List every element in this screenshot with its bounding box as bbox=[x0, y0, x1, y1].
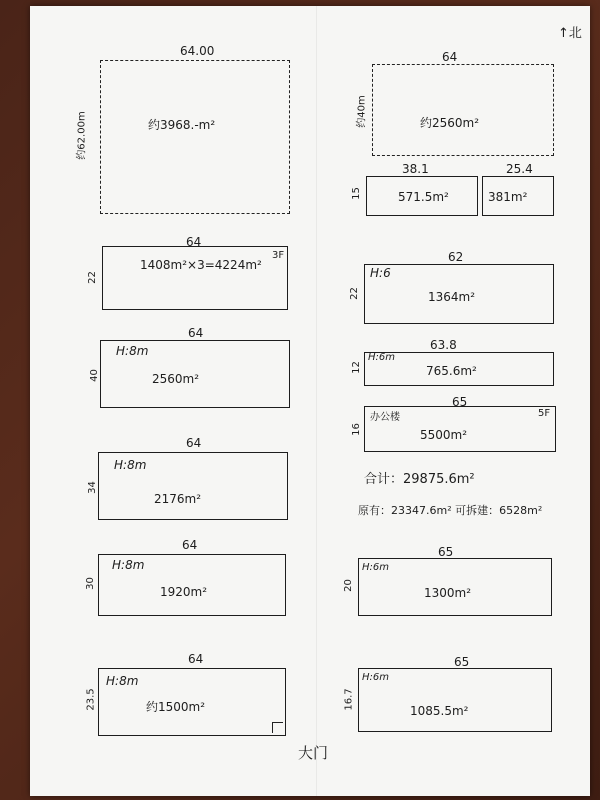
plot-height-note: H:6m bbox=[362, 672, 389, 683]
plot-height-label: 30 bbox=[84, 577, 96, 590]
plot-height-label: 15 bbox=[350, 187, 362, 200]
plot-height-note: H:8m bbox=[114, 458, 147, 472]
plot-height-label: 20 bbox=[342, 579, 354, 592]
plot-height-label: 34 bbox=[86, 481, 98, 494]
plot-width-label: 64 bbox=[442, 50, 458, 64]
north-label: 北 bbox=[568, 26, 582, 41]
plot-height-label: 12 bbox=[350, 361, 362, 374]
plot-area-label: 381m² bbox=[488, 190, 528, 204]
plot-building bbox=[102, 246, 288, 310]
gate-label: 大门 bbox=[298, 744, 329, 762]
plot-area-label: 1920m² bbox=[160, 585, 208, 599]
plot-area-label: 765.6m² bbox=[426, 364, 477, 378]
plot-height-note: H:6 bbox=[370, 266, 391, 280]
plot-width-label: 64 bbox=[186, 436, 202, 450]
plot-width-label: 25.4 bbox=[506, 162, 533, 176]
plot-area-label: 约2560m² bbox=[420, 116, 480, 130]
plot-height-label: 22 bbox=[86, 271, 98, 284]
plot-height-label: 23.5 bbox=[85, 688, 97, 711]
plot-area-label: 1408m²×3=4224m² bbox=[140, 258, 262, 272]
plot-height-label: 约62.00m bbox=[76, 111, 88, 160]
plot-width-label: 64 bbox=[188, 652, 204, 666]
plot-height-note: H:6m bbox=[362, 562, 389, 573]
plot-area-label: 1085.5m² bbox=[410, 704, 469, 718]
plot-area-label: 2176m² bbox=[154, 492, 202, 506]
plot-width-label: 63.8 bbox=[430, 338, 457, 352]
plot-height-note: H:8m bbox=[116, 344, 149, 358]
plot-area-label: 5500m² bbox=[420, 428, 468, 442]
plot-area-label: 2560m² bbox=[152, 372, 200, 386]
plot-area-label: 571.5m² bbox=[398, 190, 449, 204]
paper-fold bbox=[316, 6, 317, 796]
area-breakdown-label: 原有：23347.6m² 可拆建：6528m² bbox=[358, 504, 543, 517]
plot-height-label: 16.7 bbox=[343, 688, 355, 711]
plot-height-label: 40 bbox=[88, 369, 100, 382]
plot-area-label: 约3968.-m² bbox=[148, 118, 216, 132]
plot-height-label: 22 bbox=[348, 287, 360, 300]
plot-height-note: H:8m bbox=[112, 558, 145, 572]
plot-height-label: 约40m bbox=[356, 95, 368, 128]
plot-width-label: 62 bbox=[448, 250, 464, 264]
plot-width-label: 65 bbox=[452, 395, 468, 409]
plot-width-label: 65 bbox=[438, 545, 454, 559]
plot-width-label: 65 bbox=[454, 655, 470, 669]
floor-count-label: 3F bbox=[272, 250, 285, 261]
building-name-label: 办公楼 bbox=[370, 412, 400, 423]
floor-count-label: 5F bbox=[538, 408, 551, 419]
plot-area-label: 1364m² bbox=[428, 290, 476, 304]
total-area-label: 合计：29875.6m² bbox=[364, 472, 475, 487]
plot-dashed-large bbox=[372, 64, 554, 156]
plot-width-label: 64 bbox=[186, 235, 202, 249]
plot-height-label: 16 bbox=[350, 423, 362, 436]
plot-width-label: 64.00 bbox=[180, 44, 215, 58]
plot-height-note: H:6m bbox=[368, 352, 395, 363]
plot-width-label: 64 bbox=[188, 326, 204, 340]
plot-width-label: 64 bbox=[182, 538, 198, 552]
north-marker: ↑北 bbox=[558, 26, 582, 41]
plot-dashed-large bbox=[100, 60, 290, 214]
plot-width-label: 38.1 bbox=[402, 162, 429, 176]
gate-corner-mark bbox=[272, 722, 283, 733]
plot-height-note: H:8m bbox=[106, 674, 139, 688]
plot-area-label: 1300m² bbox=[424, 586, 472, 600]
plot-area-label: 约1500m² bbox=[146, 700, 206, 714]
